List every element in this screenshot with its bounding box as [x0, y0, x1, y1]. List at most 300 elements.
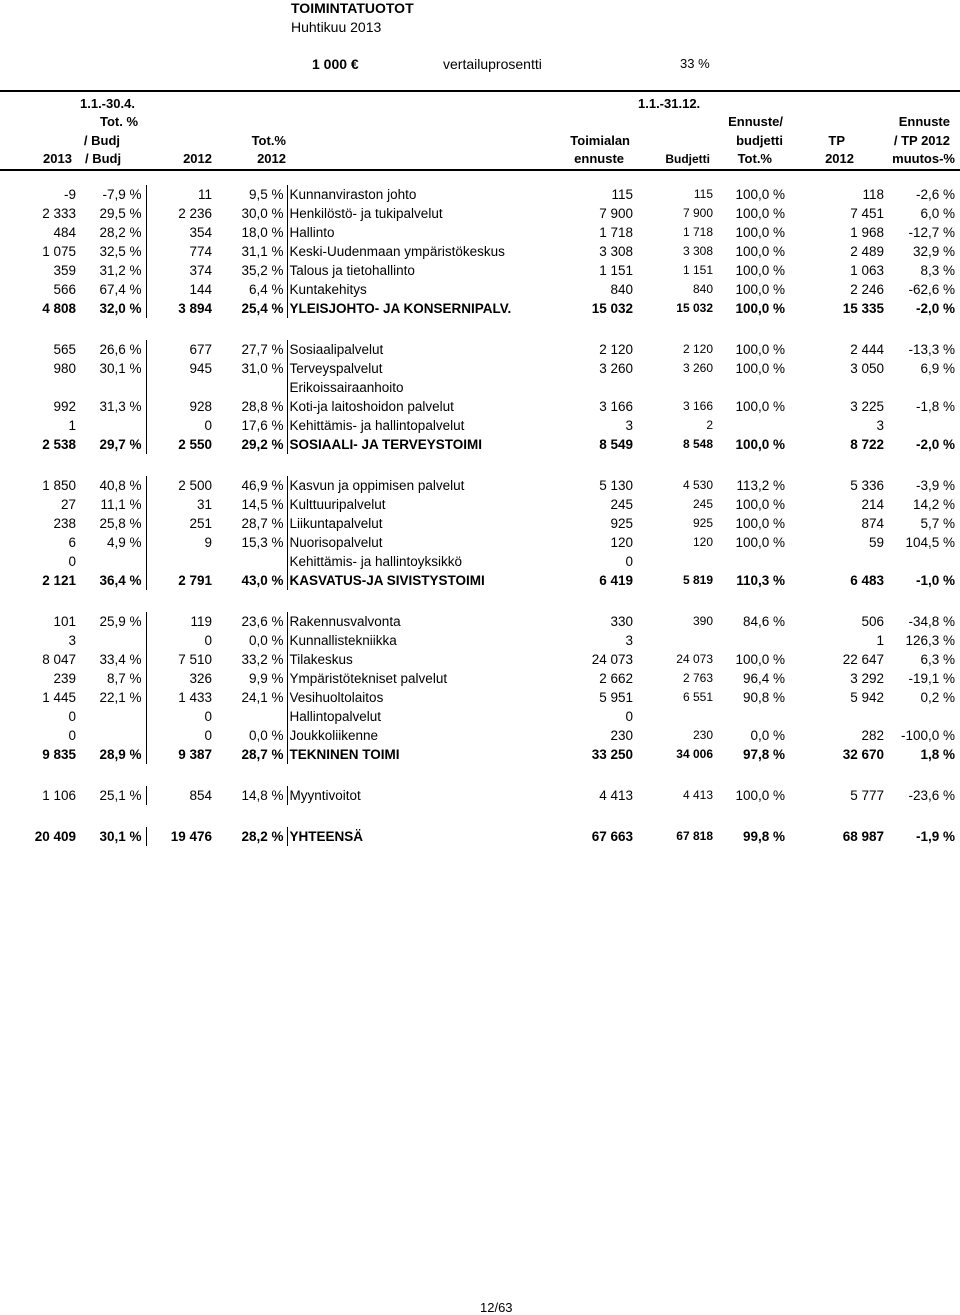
ennuste-budjetti-pct-cell: 96,4 %: [742, 671, 785, 686]
toteuma-2013-cell: 1 075: [42, 244, 76, 259]
toimiala-name-cell: Nuorisopalvelut: [289, 535, 383, 550]
tot-pct-2012-cell: 25,4 %: [212, 299, 287, 318]
muutos-pct-cell: -3,9 %: [915, 478, 955, 493]
budjetti-cell: 67 818: [676, 829, 713, 843]
budjetti-cell: [633, 552, 715, 571]
ennuste-cell: 8 549: [599, 437, 633, 452]
toimiala-name-cell: Myyntivoitot: [289, 788, 361, 803]
muutos-pct-cell: 0,2 %: [920, 690, 955, 705]
ennuste-cell: 6 419: [599, 573, 633, 588]
toteuma-2012-cell: 144: [189, 282, 212, 297]
spacer-cell: [0, 454, 960, 476]
total-row: [0, 435, 960, 454]
table-row: [0, 340, 960, 359]
total-row: [0, 571, 960, 590]
tp-2012-cell: 15 335: [842, 301, 884, 316]
col-tot-budj-line2: / Budj: [83, 133, 120, 148]
toimiala-name-cell: Ympäristötekniset palvelut: [289, 671, 448, 686]
spacer-cell: [0, 764, 960, 786]
tp-2012-cell: 1 063: [850, 263, 884, 278]
tp-2012-cell: 1: [876, 633, 884, 648]
ennuste-budjetti-pct-cell: 97,8 %: [742, 747, 785, 762]
table-row: [0, 280, 960, 299]
toteuma-2013-cell: 0: [68, 554, 76, 569]
budjetti-cell: 4 413: [682, 788, 713, 802]
table-row: [0, 261, 960, 280]
tot-pct-2012-cell: 33,2 %: [212, 650, 287, 669]
ennuste-budjetti-pct-cell: 100,0 %: [735, 187, 785, 202]
ennuste-budjetti-pct-cell: 100,0 %: [735, 342, 785, 357]
revenue-table: [0, 185, 960, 846]
period-right-label: 1.1.-31.12.: [638, 96, 701, 111]
tot-pct-budj-cell: [76, 707, 146, 726]
toimiala-name-cell: Keski-Uudenmaan ympäristökeskus: [289, 244, 505, 259]
tp-2012-cell: [789, 707, 884, 726]
toteuma-2013-cell: 1 445: [42, 690, 76, 705]
ennuste-cell: 1 718: [599, 225, 633, 240]
tot-pct-2012-cell: 27,7 %: [212, 340, 287, 359]
toimiala-name-cell: Kehittämis- ja hallintopalvelut: [289, 418, 465, 433]
budjetti-cell: 3 260: [682, 361, 713, 375]
ennuste-cell: 0: [625, 709, 633, 724]
budjetti-cell: 3 308: [682, 244, 713, 258]
tp-2012-cell: 7 451: [850, 206, 884, 221]
tot-pct-budj-cell: 25,1 %: [76, 786, 146, 805]
budjetti-cell: 4 530: [682, 478, 713, 492]
ennuste-budjetti-pct-cell: 100,0 %: [735, 535, 785, 550]
toimiala-name-cell: Hallinto: [289, 225, 335, 240]
budjetti-cell: 3 166: [682, 399, 713, 413]
spacer-cell: [0, 318, 960, 340]
toteuma-2013-cell: 1 106: [42, 788, 76, 803]
tot-pct-budj-cell: 8,7 %: [76, 669, 146, 688]
muutos-pct-cell: -13,3 %: [908, 342, 955, 357]
toteuma-2013-cell: 27: [60, 497, 76, 512]
tot-pct-budj-cell: -7,9 %: [76, 185, 146, 204]
toteuma-2012-cell: 3 894: [178, 301, 212, 316]
reference-amount: 1 000 €: [312, 56, 359, 72]
toteuma-2012-cell: 354: [189, 225, 212, 240]
ennuste-budjetti-pct-cell: 99,8 %: [742, 829, 785, 844]
tot-pct-2012-cell: 0,0 %: [212, 726, 287, 745]
ennuste-cell: 2 662: [599, 671, 633, 686]
toteuma-2012-cell: 945: [189, 361, 212, 376]
toimiala-name-cell: Rakennusvalvonta: [289, 614, 401, 629]
budjetti-cell: 8 548: [682, 437, 713, 451]
tot-pct-budj-cell: 28,9 %: [76, 745, 146, 764]
toteuma-2013-cell: 980: [53, 361, 76, 376]
toteuma-2012-cell: 928: [189, 399, 212, 414]
budjetti-cell: 15 032: [676, 301, 713, 315]
tp-2012-cell: 68 987: [842, 829, 884, 844]
spacer-cell: [0, 805, 960, 827]
budjetti-cell: 6 551: [682, 690, 713, 704]
toteuma-2013-cell: 238: [53, 516, 76, 531]
toteuma-2012-cell: 0: [204, 418, 212, 433]
tot-pct-budj-cell: 30,1 %: [76, 359, 146, 378]
ennuste-cell: 330: [610, 614, 633, 629]
toteuma-2013-cell: 359: [53, 263, 76, 278]
tp-2012-cell: 3: [876, 418, 884, 433]
toteuma-2012-cell: [146, 378, 212, 397]
tp-2012-cell: 282: [861, 728, 884, 743]
ennuste-cell: 1 151: [599, 263, 633, 278]
toteuma-2012-cell: 119: [190, 614, 212, 629]
tp-2012-cell: 59: [868, 535, 884, 550]
tot-pct-2012-cell: 15,3 %: [212, 533, 287, 552]
muutos-pct-cell: [884, 707, 960, 726]
budjetti-cell: 230: [692, 728, 713, 742]
spacer-row: [0, 318, 960, 340]
muutos-pct-cell: -100,0 %: [900, 728, 955, 743]
tot-pct-budj-cell: [76, 631, 146, 650]
ennuste-cell: 230: [610, 728, 633, 743]
ennuste-cell: 245: [610, 497, 633, 512]
tp-2012-cell: 1 968: [850, 225, 884, 240]
toimiala-name-cell: Erikoissairaanhoito: [289, 380, 404, 395]
col-2013: 2013: [43, 151, 72, 166]
ennuste-budjetti-pct-cell: 100,0 %: [735, 652, 785, 667]
table-row: [0, 242, 960, 261]
toimiala-name-cell: Talous ja tietohallinto: [289, 263, 415, 278]
table-row: [0, 416, 960, 435]
muutos-pct-cell: -2,6 %: [915, 187, 955, 202]
muutos-pct-cell: -1,8 %: [915, 399, 955, 414]
ennuste-cell: 3 308: [599, 244, 633, 259]
ennuste-cell: [547, 378, 633, 397]
tp-2012-cell: 22 647: [842, 652, 884, 667]
tot-pct-budj-cell: 31,2 %: [76, 261, 146, 280]
table-row: [0, 495, 960, 514]
table-row: [0, 397, 960, 416]
muutos-pct-cell: 6,0 %: [920, 206, 955, 221]
tp-2012-cell: 3 050: [850, 361, 884, 376]
tot-pct-2012-cell: 17,6 %: [212, 416, 287, 435]
toimiala-name-cell: Kunnanviraston johto: [289, 187, 417, 202]
tot-pct-budj-cell: [76, 726, 146, 745]
ennuste-cell: 24 073: [591, 652, 633, 667]
budjetti-cell: 34 006: [676, 747, 713, 761]
tp-2012-cell: 3 225: [850, 399, 884, 414]
tp-2012-cell: 2 444: [850, 342, 884, 357]
tp-2012-cell: 2 489: [850, 244, 884, 259]
tot-pct-budj-cell: 32,5 %: [76, 242, 146, 261]
ennuste-cell: 33 250: [591, 747, 633, 762]
tot-pct-2012-cell: 29,2 %: [212, 435, 287, 454]
table-row: [0, 223, 960, 242]
col-ennbud-line1: Ennuste/: [728, 114, 783, 129]
table-row: [0, 612, 960, 631]
tot-pct-budj-cell: 29,5 %: [76, 204, 146, 223]
tot-pct-2012-cell: 9,5 %: [212, 185, 287, 204]
toteuma-2013-cell: 566: [53, 282, 76, 297]
col-tp-line2: 2012: [825, 151, 854, 166]
tot-pct-2012-cell: 14,8 %: [212, 786, 287, 805]
total-row: [0, 827, 960, 846]
tot-pct-2012-cell: 43,0 %: [212, 571, 287, 590]
muutos-pct-cell: -23,6 %: [908, 788, 955, 803]
ennuste-cell: 120: [610, 535, 633, 550]
budjetti-cell: 2 120: [682, 342, 713, 356]
col-budjetti: Budjetti: [665, 152, 710, 166]
ennuste-budjetti-pct-cell: [715, 707, 789, 726]
ennuste-cell: 2 120: [599, 342, 633, 357]
budjetti-cell: 390: [692, 614, 713, 628]
ennuste-budjetti-pct-cell: 100,0 %: [735, 225, 785, 240]
toteuma-2012-cell: 19 476: [170, 829, 212, 844]
table-row: [0, 707, 960, 726]
tot-pct-2012-cell: 31,0 %: [212, 359, 287, 378]
tot-pct-2012-cell: 35,2 %: [212, 261, 287, 280]
tp-2012-cell: 5 777: [850, 788, 884, 803]
tot-pct-2012-cell: 30,0 %: [212, 204, 287, 223]
table-row: [0, 514, 960, 533]
tot-pct-budj-cell: 22,1 %: [76, 688, 146, 707]
tp-2012-cell: 5 336: [850, 478, 884, 493]
col-tot-budj-line2b: / Budj: [85, 151, 122, 166]
toteuma-2012-cell: 326: [189, 671, 212, 686]
toimiala-name-cell: Kehittämis- ja hallintoyksikkö: [289, 554, 463, 569]
col-ennbud-line3: Tot.%: [737, 151, 772, 166]
spacer-row: [0, 454, 960, 476]
ennuste-cell: 15 032: [591, 301, 633, 316]
muutos-pct-cell: 126,3 %: [905, 633, 955, 648]
ennuste-budjetti-pct-cell: 100,0 %: [735, 361, 785, 376]
table-row: [0, 378, 960, 397]
tp-2012-cell: [789, 552, 884, 571]
toimiala-name-cell: Hallintopalvelut: [289, 709, 382, 724]
toteuma-2012-cell: 374: [189, 263, 212, 278]
toteuma-2013-cell: 2 538: [42, 437, 76, 452]
toimiala-name-cell: Sosiaalipalvelut: [289, 342, 384, 357]
toimiala-name-cell: KASVATUS-JA SIVISTYSTOIMI: [289, 573, 485, 588]
tot-pct-budj-cell: 30,1 %: [76, 827, 146, 846]
table-row: [0, 688, 960, 707]
muutos-pct-cell: 6,3 %: [920, 652, 955, 667]
spacer-cell: [0, 590, 960, 612]
tp-2012-cell: 5 942: [850, 690, 884, 705]
muutos-pct-cell: -1,0 %: [915, 573, 955, 588]
muutos-pct-cell: -12,7 %: [908, 225, 955, 240]
tot-pct-budj-cell: 4,9 %: [76, 533, 146, 552]
ennuste-budjetti-pct-cell: 100,0 %: [735, 516, 785, 531]
tp-2012-cell: 874: [861, 516, 884, 531]
toteuma-2013-cell: [0, 378, 76, 397]
toteuma-2012-cell: 9: [204, 535, 212, 550]
table-row: [0, 359, 960, 378]
tot-pct-budj-cell: 36,4 %: [76, 571, 146, 590]
ennuste-budjetti-pct-cell: 100,0 %: [735, 244, 785, 259]
tot-pct-budj-cell: [76, 552, 146, 571]
budjetti-cell: 2 763: [682, 671, 713, 685]
ennuste-budjetti-pct-cell: [715, 552, 789, 571]
toteuma-2012-cell: 2 236: [178, 206, 212, 221]
tp-2012-cell: 2 246: [850, 282, 884, 297]
toimiala-name-cell: Kasvun ja oppimisen palvelut: [289, 478, 465, 493]
budjetti-cell: 115: [693, 187, 713, 201]
ennuste-budjetti-pct-cell: 100,0 %: [735, 263, 785, 278]
tot-pct-2012-cell: 18,0 %: [212, 223, 287, 242]
ennuste-cell: 5 130: [599, 478, 633, 493]
tot-pct-2012-cell: 28,7 %: [212, 514, 287, 533]
tot-pct-2012-cell: [212, 707, 287, 726]
spacer-row: [0, 590, 960, 612]
tp-2012-cell: 3 292: [850, 671, 884, 686]
toteuma-2012-cell: 31: [196, 497, 212, 512]
tp-2012-cell: 6 483: [850, 573, 884, 588]
ennuste-cell: 115: [611, 187, 633, 202]
toimiala-name-cell: YLEISJOHTO- JA KONSERNIPALV.: [289, 301, 512, 316]
tot-pct-budj-cell: 67,4 %: [76, 280, 146, 299]
table-row: [0, 185, 960, 204]
toteuma-2013-cell: 1: [68, 418, 76, 433]
budjetti-cell: 925: [692, 516, 713, 530]
tp-2012-cell: 118: [862, 187, 884, 202]
toteuma-2012-cell: 2 791: [178, 573, 212, 588]
toteuma-2013-cell: 3: [68, 633, 76, 648]
page-subtitle: Huhtikuu 2013: [291, 19, 382, 35]
ennuste-cell: 0: [625, 554, 633, 569]
toteuma-2012-cell: 0: [204, 633, 212, 648]
ennuste-cell: 4 413: [599, 788, 633, 803]
toteuma-2013-cell: 6: [68, 535, 76, 550]
tp-2012-cell: [789, 378, 884, 397]
spacer-row: [0, 805, 960, 827]
toimiala-name-cell: Henkilöstö- ja tukipalvelut: [289, 206, 443, 221]
toimiala-name-cell: Liikuntapalvelut: [289, 516, 383, 531]
tot-pct-2012-cell: 6,4 %: [212, 280, 287, 299]
col-ennbud-line2: budjetti: [736, 133, 783, 148]
toteuma-2012-cell: 677: [189, 342, 212, 357]
toteuma-2013-cell: 8 047: [42, 652, 76, 667]
tp-2012-cell: 214: [861, 497, 884, 512]
muutos-pct-cell: 32,9 %: [912, 244, 955, 259]
tot-pct-2012-cell: 28,8 %: [212, 397, 287, 416]
toteuma-2013-cell: 992: [53, 399, 76, 414]
reference-percent: 33 %: [680, 56, 710, 71]
col-tp-line1: TP: [828, 133, 845, 148]
page-title: TOIMINTATUOTOT: [291, 0, 414, 16]
tot-pct-budj-cell: 25,9 %: [76, 612, 146, 631]
ennuste-budjetti-pct-cell: 100,0 %: [735, 206, 785, 221]
tot-pct-2012-cell: 14,5 %: [212, 495, 287, 514]
tot-pct-budj-cell: 25,8 %: [76, 514, 146, 533]
revenue-table-body: [0, 185, 960, 846]
page-number: 12/63: [480, 1300, 513, 1315]
toteuma-2013-cell: 239: [53, 671, 76, 686]
toimiala-name-cell: SOSIAALI- JA TERVEYSTOIMI: [289, 437, 483, 452]
tot-pct-budj-cell: 33,4 %: [76, 650, 146, 669]
muutos-pct-cell: [884, 552, 960, 571]
toteuma-2012-cell: 774: [189, 244, 212, 259]
ennuste-budjetti-pct-cell: 84,6 %: [742, 614, 785, 629]
budjetti-cell: 5 819: [682, 573, 713, 587]
table-row: [0, 552, 960, 571]
budjetti-cell: 24 073: [676, 652, 713, 666]
tot-pct-budj-cell: [76, 416, 146, 435]
ennuste-cell: 3 260: [599, 361, 633, 376]
tot-pct-2012-cell: 23,6 %: [212, 612, 287, 631]
tot-pct-budj-cell: 32,0 %: [76, 299, 146, 318]
ennuste-cell: 5 951: [599, 690, 633, 705]
ennuste-cell: 3: [625, 633, 633, 648]
muutos-pct-cell: 104,5 %: [905, 535, 955, 550]
tp-2012-cell: 32 670: [842, 747, 884, 762]
toteuma-2012-cell: 251: [189, 516, 212, 531]
toimiala-name-cell: Joukkoliikenne: [289, 728, 379, 743]
table-row: [0, 726, 960, 745]
ennuste-budjetti-pct-cell: [715, 416, 789, 435]
period-left-label: 1.1.-30.4.: [80, 96, 135, 111]
table-row: [0, 669, 960, 688]
tot-pct-2012-cell: [212, 552, 287, 571]
tot-pct-budj-cell: 31,3 %: [76, 397, 146, 416]
toimiala-name-cell: TEKNINEN TOIMI: [289, 747, 400, 762]
muutos-pct-cell: 5,7 %: [920, 516, 955, 531]
budjetti-cell: 245: [692, 497, 713, 511]
tot-pct-2012-cell: [212, 378, 287, 397]
table-row: [0, 533, 960, 552]
table-row: [0, 650, 960, 669]
toteuma-2013-cell: 484: [53, 225, 76, 240]
tot-pct-budj-cell: [76, 378, 146, 397]
col-muutos-line2: / TP 2012: [893, 133, 950, 148]
toteuma-2013-cell: 0: [68, 728, 76, 743]
budjetti-cell: 7 900: [682, 206, 713, 220]
total-row: [0, 745, 960, 764]
muutos-pct-cell: 6,9 %: [920, 361, 955, 376]
tot-pct-budj-cell: 40,8 %: [76, 476, 146, 495]
col-tot-budj-line1: Tot. %: [99, 114, 138, 129]
ennuste-cell: 840: [610, 282, 633, 297]
toteuma-2012-cell: 1 433: [178, 690, 212, 705]
ennuste-cell: 7 900: [599, 206, 633, 221]
ennuste-budjetti-pct-cell: 100,0 %: [735, 282, 785, 297]
muutos-pct-cell: -2,0 %: [915, 301, 955, 316]
toimiala-name-cell: Kulttuuripalvelut: [289, 497, 386, 512]
table-row: [0, 786, 960, 805]
col-tot-2012-line2: 2012: [257, 151, 286, 166]
muutos-pct-cell: -2,0 %: [915, 437, 955, 452]
toteuma-2012-cell: 854: [189, 788, 212, 803]
toteuma-2013-cell: -9: [63, 187, 76, 202]
header-top-rule: [0, 90, 960, 92]
ennuste-budjetti-pct-cell: 100,0 %: [735, 788, 785, 803]
tot-pct-2012-cell: 28,2 %: [212, 827, 287, 846]
toteuma-2012-cell: 9 387: [178, 747, 212, 762]
tot-pct-budj-cell: 11,1 %: [76, 495, 146, 514]
tot-pct-2012-cell: 46,9 %: [212, 476, 287, 495]
tot-pct-2012-cell: 0,0 %: [212, 631, 287, 650]
toteuma-2013-cell: 101: [53, 614, 76, 629]
toteuma-2013-cell: 4 808: [42, 301, 76, 316]
toimiala-name-cell: Kunnallistekniikka: [289, 633, 397, 648]
header-bottom-rule: [0, 169, 960, 171]
muutos-pct-cell: [884, 416, 960, 435]
ennuste-budjetti-pct-cell: [715, 631, 789, 650]
toimiala-name-cell: Kuntakehitys: [289, 282, 367, 297]
toimiala-name-cell: Tilakeskus: [289, 652, 353, 667]
tot-pct-budj-cell: 28,2 %: [76, 223, 146, 242]
muutos-pct-cell: -19,1 %: [908, 671, 955, 686]
col-ennuste-line2: ennuste: [574, 151, 624, 166]
toimiala-name-cell: Terveyspalvelut: [289, 361, 383, 376]
ennuste-budjetti-pct-cell: 0,0 %: [750, 728, 785, 743]
ennuste-cell: 925: [610, 516, 633, 531]
toteuma-2013-cell: 9 835: [42, 747, 76, 762]
ennuste-budjetti-pct-cell: 100,0 %: [735, 497, 785, 512]
tot-pct-budj-cell: 29,7 %: [76, 435, 146, 454]
